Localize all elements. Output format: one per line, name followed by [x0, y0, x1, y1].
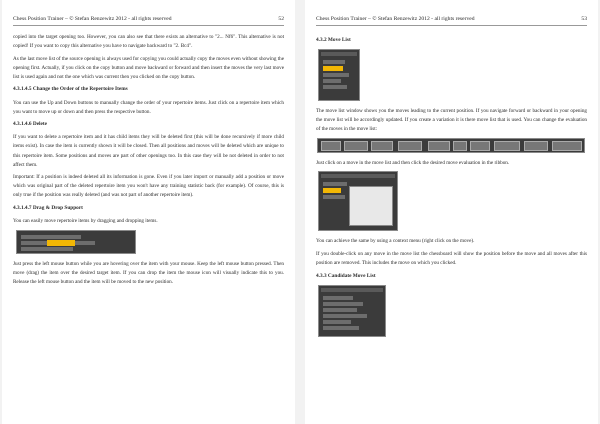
- evaluation-ribbon-screenshot: [317, 138, 585, 153]
- section-heading: 4.3.3 Candidate Move List: [316, 272, 376, 279]
- page-header: [316, 16, 587, 26]
- page-number: 52: [278, 16, 284, 22]
- right-page: [305, 0, 598, 424]
- section-heading: 4.3.1.4.5 Change the Order of the Repertoire Items: [13, 86, 128, 93]
- page-body: [13, 33, 284, 290]
- header-title: Chess Position Trainer – © Stefan Renzewitz 2012 - all rights reserved: [13, 16, 172, 22]
- paragraph: You can easily move repertoire items by dragging and dropping items.: [13, 218, 158, 225]
- paragraph: You can achieve the same by using a context menu (right click on the move).: [316, 238, 475, 245]
- paragraph: As the last move list of the source opening is always used for copying you could actually copy the moves even without showing the opening first. Actually, if you click on the copy button and move backward or forward and then insert the moves the very last move list is used again and not the one which was current then you clicked on the copy button.: [13, 55, 284, 80]
- paragraph: If you want to delete a repertoire item and it has child items they will be deleted first (this will be done recursively if more child items exist). In case the item is currently shown it will be closed. Then all positions and moves will be deleted which are unique to this repertoire item. Some positions and moves are part of other openings too. In this case they will be not deleted in order to not affect them.: [13, 134, 284, 168]
- section-heading: 4.3.2 Move List: [316, 37, 351, 43]
- paragraph: You can use the Up and Down buttons to manually change the order of your repertoire items. Just click on a repertoire item which you want to move up or down and then press the respective button.: [13, 99, 284, 115]
- drag-drop-screenshot: [16, 230, 136, 254]
- paragraph: Important: If a position is indeed deleted all its information is gone. Even if you later import or manually add a position or move which was original part of the deleted repertoire item you won't have any training statistic back (for example). Of course, this is only true if the position was really deleted (and was not part of another repertoire item).: [13, 174, 284, 199]
- move-list-screenshot: [318, 49, 360, 101]
- candidate-move-list-screenshot: [318, 285, 386, 337]
- header-title: Chess Position Trainer – © Stefan Renzewitz 2012 - all rights reserved: [316, 16, 475, 22]
- paragraph: Just press the left mouse button while you are hovering over the item with your mouse. Keep the left mouse button pressed. Then move (drag) the item over the desired target item. If you can drop the item the mouse icon will visually indicate this to you. Release the left mouse button and the item will be moved to the new position.: [13, 260, 284, 285]
- left-page: [2, 0, 295, 424]
- paragraph: The move list window shows you the moves leading to the current position. If you navigate forward or backward in your opening the move list will be accordingly updated. If you create a variation it is there move list that is used. You can change the evaluation of the moves in the move list:: [316, 108, 587, 133]
- page-header: [13, 16, 284, 26]
- section-heading: 4.3.1.4.6 Delete: [13, 121, 47, 128]
- page-number: 53: [581, 16, 587, 22]
- section-heading: 4.3.1.4.7 Drag & Drop Support: [13, 205, 83, 211]
- paragraph: If you double-click on any move in the move list the chessboard will show the position before the move and all moves after this position are removed. This includes the move on which you clicked.: [316, 251, 587, 267]
- paragraph: Just click on a move in the move list and then click the desired move evaluation in the ribbon.: [316, 159, 510, 166]
- context-menu-screenshot: [318, 171, 398, 231]
- page-body: [316, 33, 587, 343]
- paragraph: copied into the target opening too. However, you can also see that there exists an alternative to "2... Nf6". This alternative is not copied! If you want to copy this alternative you have to navigate backward to "2. Bc4".: [13, 34, 284, 50]
